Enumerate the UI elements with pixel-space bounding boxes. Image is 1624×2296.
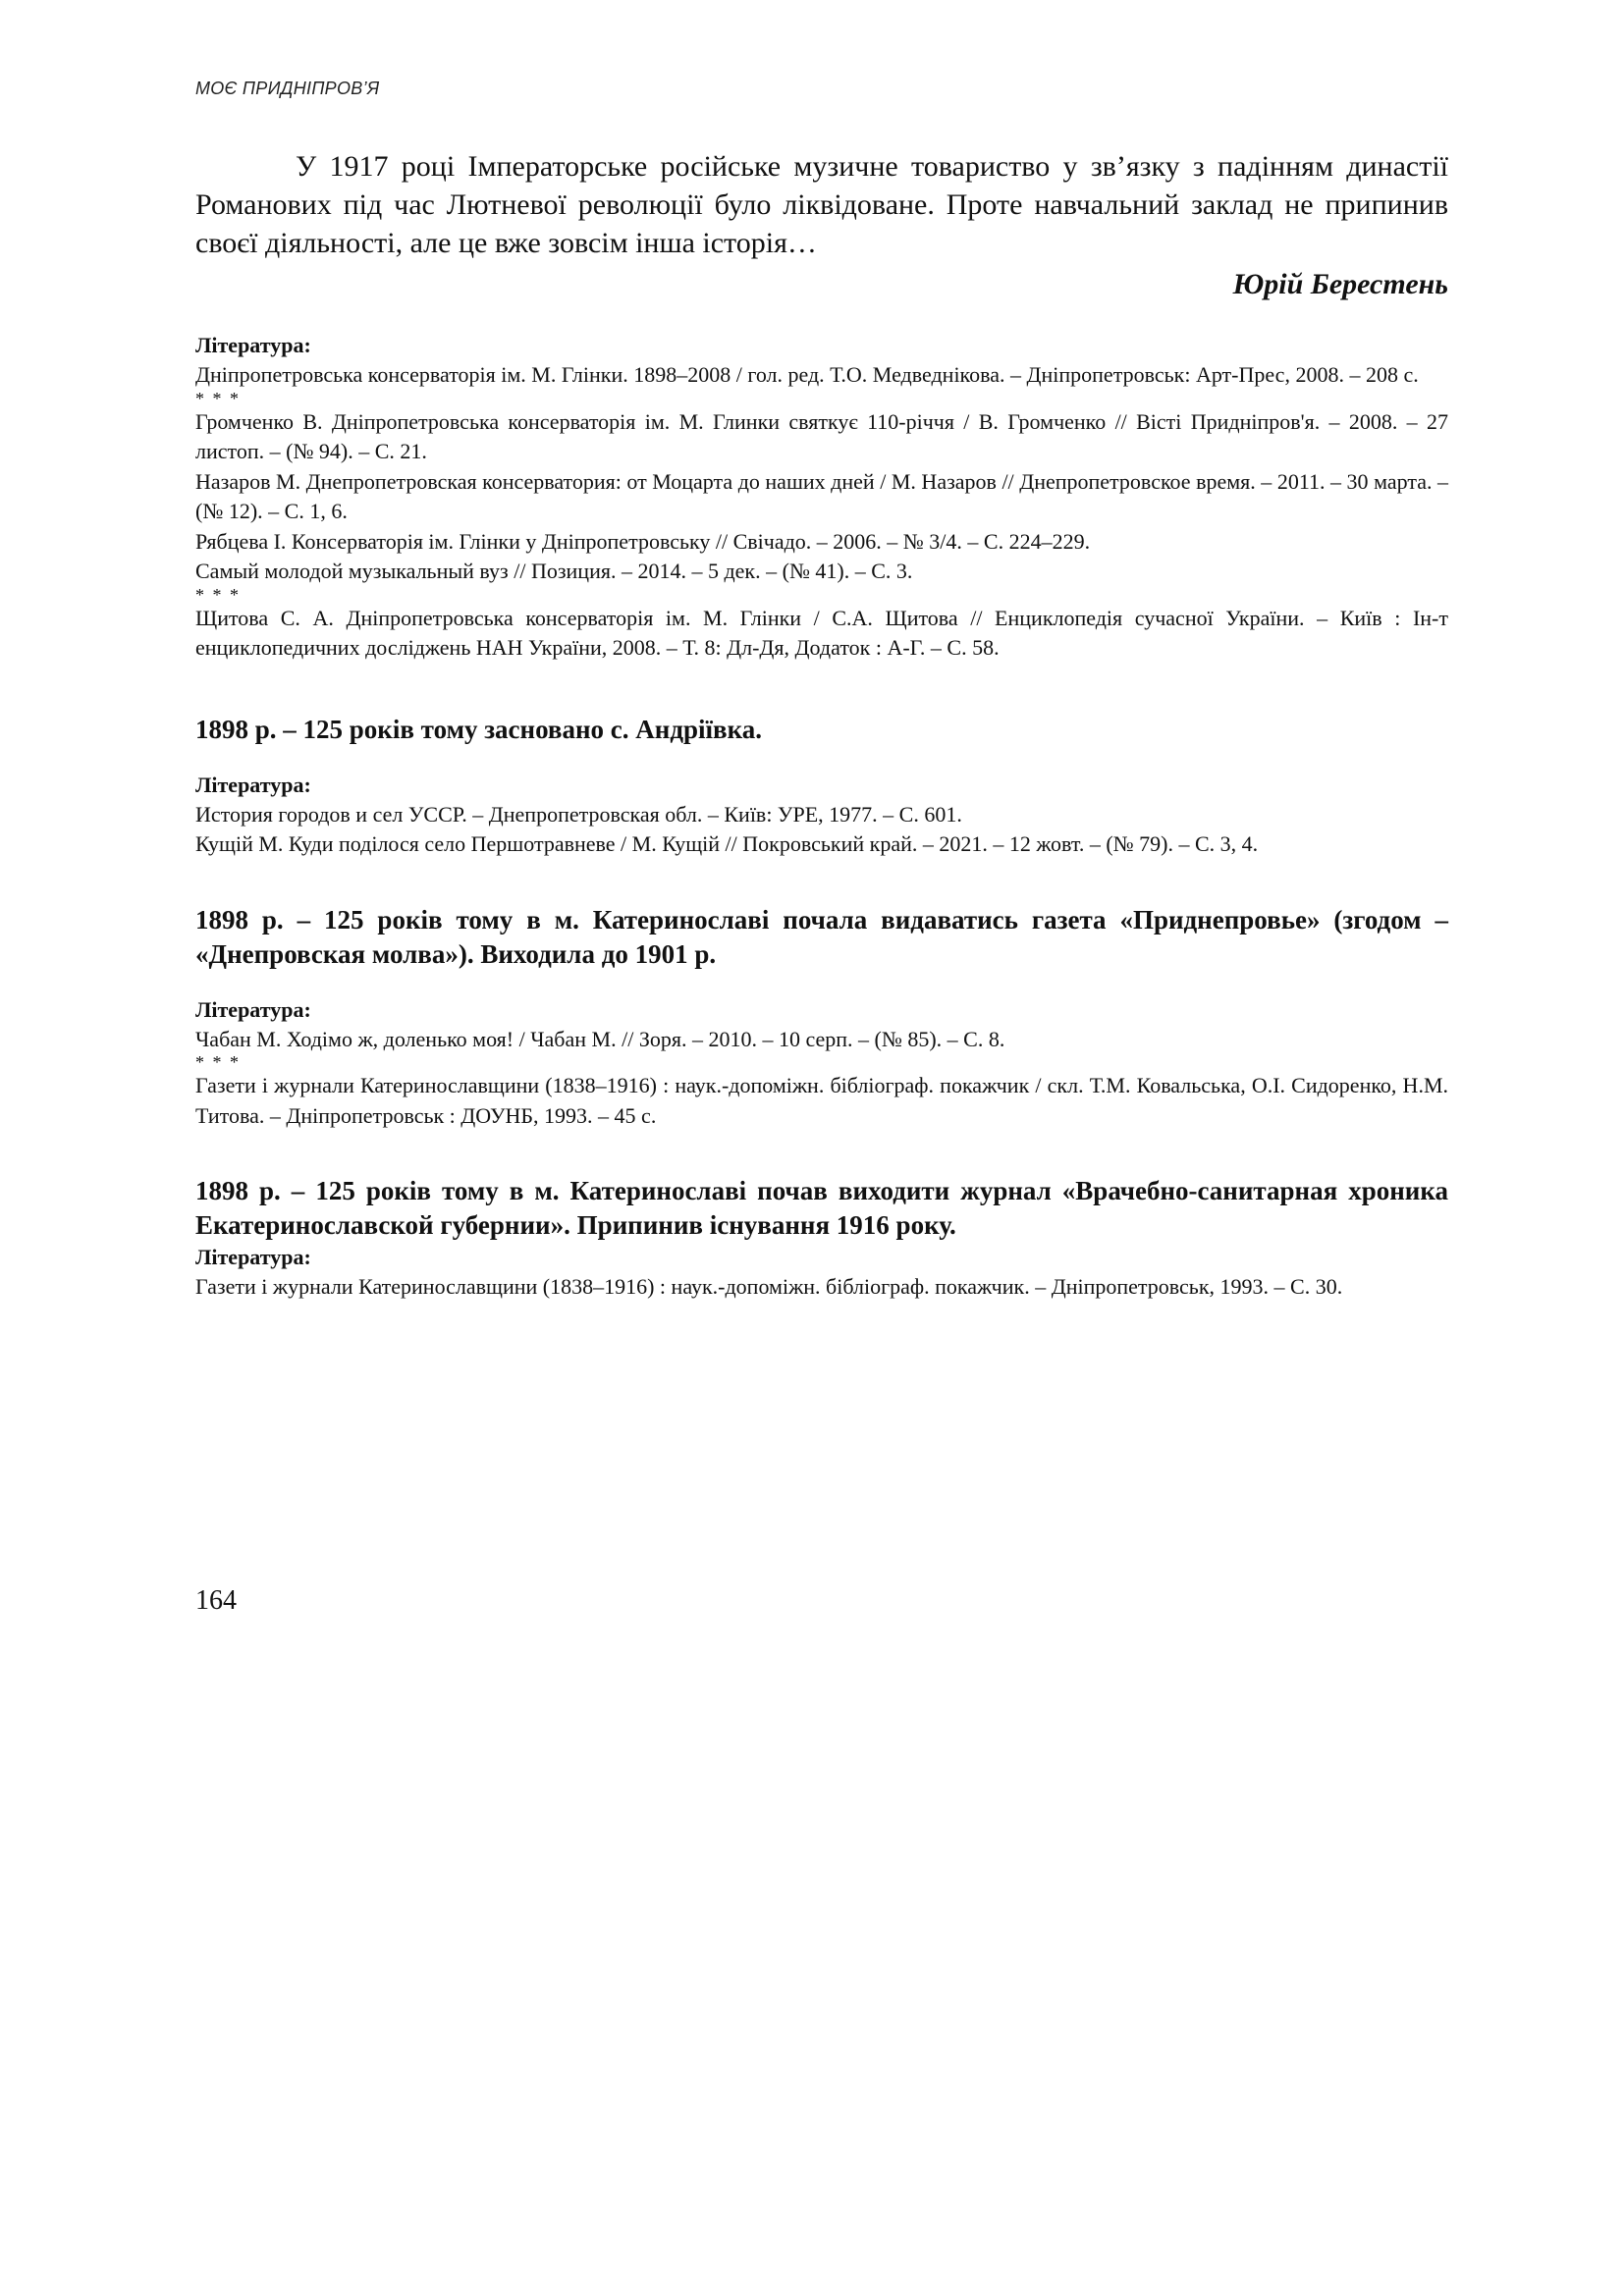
page-content bbox=[195, 147, 1448, 1303]
reference-item: Газети і журнали Катеринославщини (1838–1916) : наук.-допоміжн. бібліограф. покажчик / скл. Т.М. Ковальська, О.І. Сидоренко, Н.М. Титова. – Дніпропетровськ : ДОУНБ, 1993. – 45 с. bbox=[195, 1073, 1448, 1128]
page-number: 164 bbox=[195, 1585, 237, 1616]
section-chronicle bbox=[195, 1174, 1448, 1303]
reference-item: Рябцева І. Консерваторія ім. Глінки у Дніпропетровську // Свічадо. – 2006. – № 3/4. – С. 224–229. bbox=[195, 528, 1091, 554]
running-header: МОЄ ПРИДНІПРОВ’Я bbox=[195, 79, 380, 98]
author-signature: Юрій Берестень bbox=[1232, 268, 1448, 300]
reference-item: Чабан М. Ходімо ж, доленько моя! / Чабан М. // Зоря. – 2010. – 10 серп. – (№ 85). – С. 8. bbox=[195, 1026, 1005, 1051]
section-pridneprovie bbox=[195, 903, 1448, 1132]
section-andriivka bbox=[195, 713, 1448, 860]
reference-item: Щитова С. А. Дніпропетровська консерваторія ім. М. Глінки / С.А. Щитова // Енциклопедія сучасної України. – Київ : Ін-т енциклопедичних досліджень НАН України, 2008. – Т. 8: Дл-Дя, Додаток : А-Г. – С. 58. bbox=[195, 605, 1448, 660]
literature-heading: Література: bbox=[195, 333, 311, 357]
section-title: 1898 р. – 125 років тому в м. Катеринославі почала видаватись газета «Приднепровье» (згодом – «Днепровская молва»). Виходила до 1901 р. bbox=[195, 904, 1448, 969]
reference-item: Дніпропетровська консерваторія ім. М. Глінки. 1898–2008 / гол. ред. Т.О. Медведнікова. – Дніпропетровськ: Арт-Прес, 2008. – 208 с. bbox=[195, 362, 1419, 387]
separator-stars: * * * bbox=[195, 584, 241, 605]
reference-item: Самый молодой музыкальный вуз // Позиция. – 2014. – 5 дек. – (№ 41). – С. 3. bbox=[195, 559, 913, 583]
section-title: 1898 р. – 125 років тому засновано с. Андріївка. bbox=[195, 714, 763, 744]
literature-heading: Література: bbox=[195, 996, 311, 1022]
intro-paragraph: У 1917 році Імператорське російське музичне товариство у зв’язку з падінням династії Романових під час Лютневої революції було ліквідоване. Проте навчальний заклад не припинив своєї діяльності, але це вже зовсім інша історія… bbox=[195, 150, 1448, 259]
section-title: 1898 р. – 125 років тому в м. Катеринославі почав виходити журнал «Врачебно-санитарная хроника Екатеринославской губернии». Припинив існування 1916 року. bbox=[195, 1176, 1448, 1240]
reference-item: Назаров М. Днепропетровская консерватория: от Моцарта до наших дней / М. Назаров // Днепропетровское время. – 2011. – 30 марта. – (№ 12). – С. 1, 6. bbox=[195, 468, 1448, 523]
reference-item: Кущій М. Куди поділося село Першотравневе / М. Кущій // Покровський край. – 2021. – 12 жовт. – (№ 79). – С. 3, 4. bbox=[195, 831, 1259, 856]
literature-heading: Література: bbox=[195, 772, 311, 797]
reference-item: Газети і журнали Катеринославщини (1838–1916) : наук.-допоміжн. бібліограф. покажчик. – Дніпропетровськ, 1993. – С. 30. bbox=[195, 1274, 1343, 1299]
separator-stars: * * * bbox=[195, 388, 241, 408]
reference-item: Громченко В. Дніпропетровська консерваторія ім. М. Глинки святкує 110-річчя / В. Громченко // Вісті Придніпров'я. – 2008. – 27 листоп. – (№ 94). – С. 21. bbox=[195, 408, 1448, 463]
separator-stars: * * * bbox=[195, 1052, 241, 1072]
reference-item: История городов и сел УССР. – Днепропетровская обл. – Київ: УРЕ, 1977. – С. 601. bbox=[195, 801, 962, 827]
literature-heading: Література: bbox=[195, 1245, 311, 1269]
intro-bibliography bbox=[195, 331, 1448, 664]
